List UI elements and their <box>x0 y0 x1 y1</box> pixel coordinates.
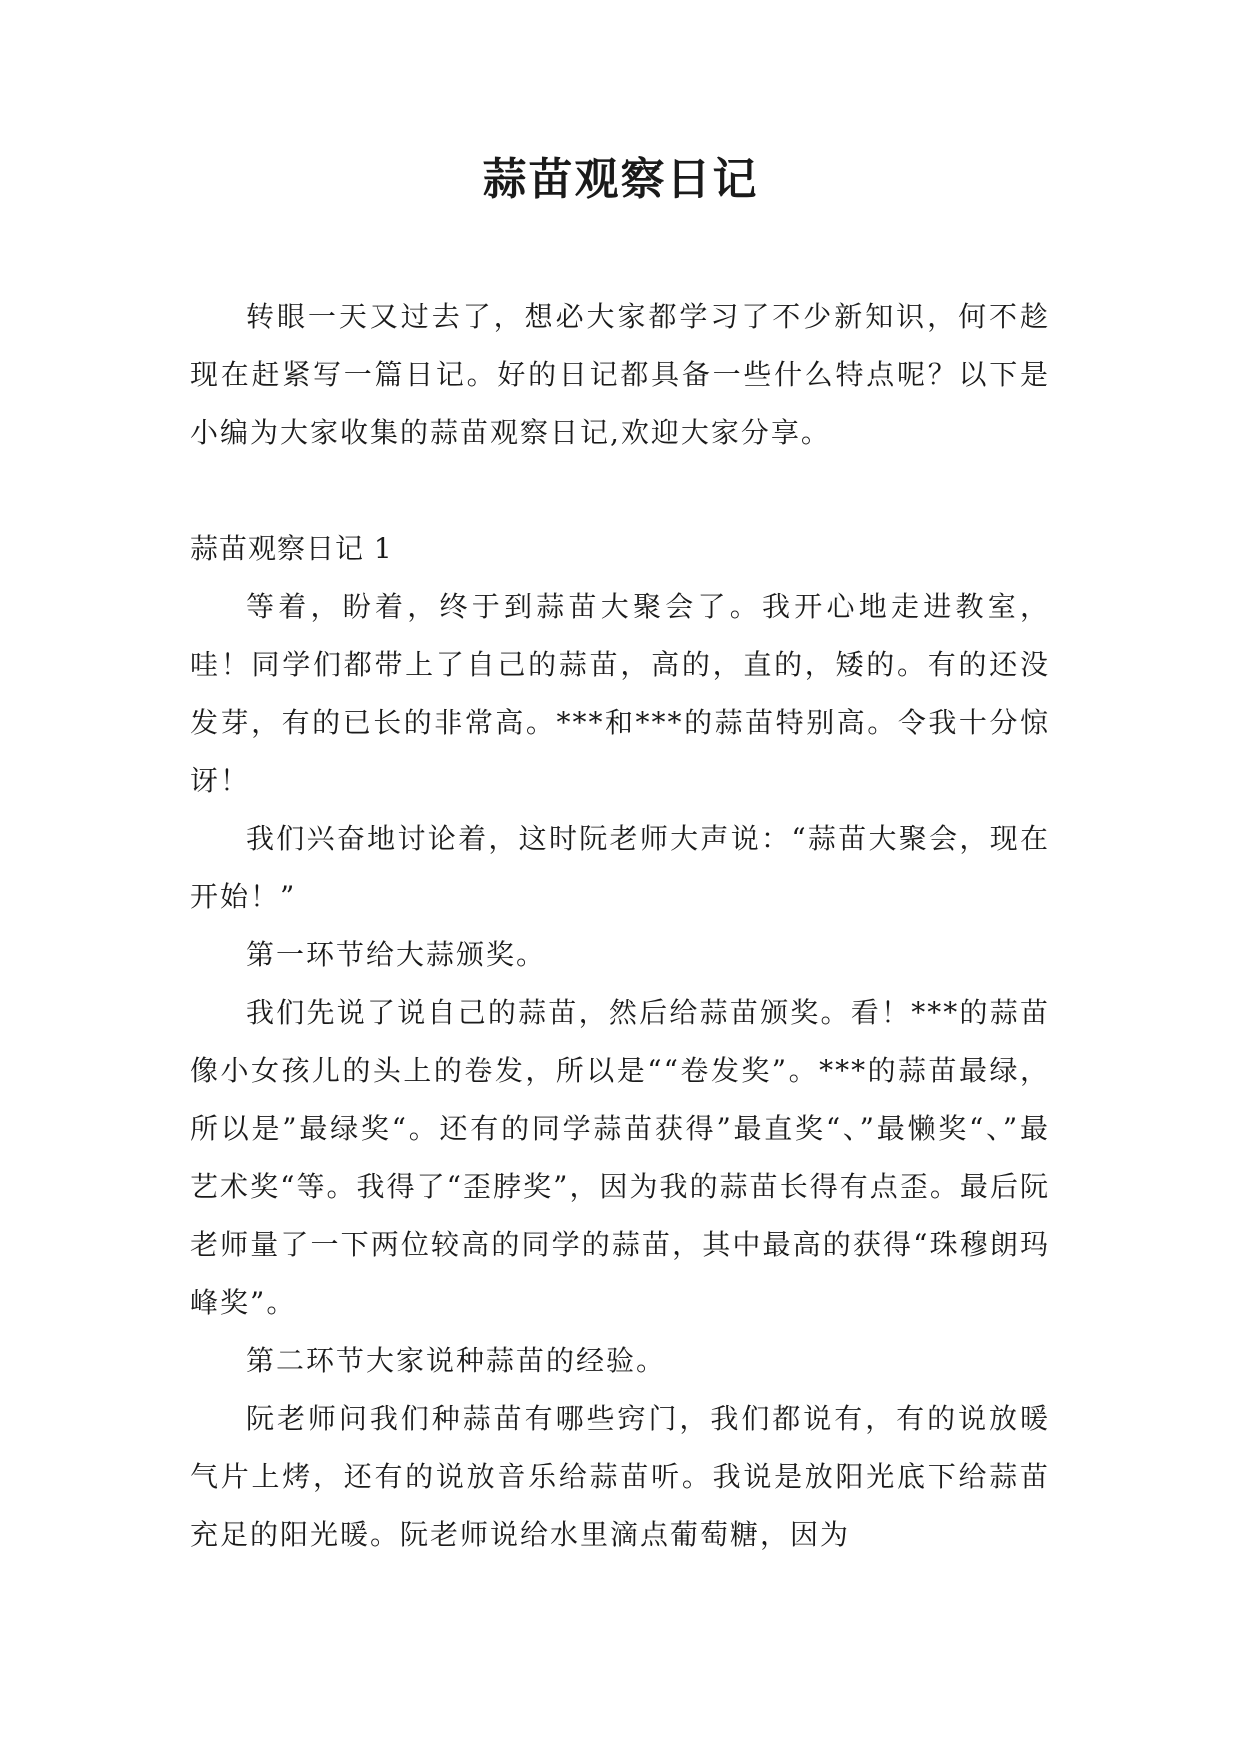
document-title: 蒜苗观察日记 <box>482 154 759 205</box>
body-paragraph: 第一环节给大蒜颁奖。 <box>246 938 547 971</box>
body-paragraph: 我们兴奋地讨论着，这时阮老师大声说：“蒜苗大聚会，现在开始！” <box>190 822 1050 913</box>
document-body <box>190 288 1050 1564</box>
body-paragraph: 第二环节大家说种蒜苗的经验。 <box>246 1344 667 1377</box>
intro-paragraph: 转眼一天又过去了，想必大家都学习了不少新知识，何不趁现在赶紧写一篇日记。好的日记都具备一些什么特点呢？以下是小编为大家收集的蒜苗观察日记,欢迎大家分享。 <box>190 300 1050 449</box>
body-paragraph: 等着，盼着，终于到蒜苗大聚会了。我开心地走进教室，哇！同学们都带上了自己的蒜苗，高的，直的，矮的。有的还没发芽，有的已长的非常高。***和***的蒜苗特别高。令我十分惊讶！ <box>190 590 1050 797</box>
body-paragraph: 阮老师问我们种蒜苗有哪些窍门，我们都说有，有的说放暖气片上烤，还有的说放音乐给蒜苗听。我说是放阳光底下给蒜苗充足的阳光暖。阮老师说给水里滴点葡萄糖，因为 <box>190 1402 1050 1551</box>
body-paragraph: 我们先说了说自己的蒜苗，然后给蒜苗颁奖。看！***的蒜苗像小女孩儿的头上的卷发，所以是““卷发奖”。***的蒜苗最绿，所以是”最绿奖“。还有的同学蒜苗获得”最直奖“、”最懒奖“、”最艺术奖“等。我得了“歪脖奖”，因为我的蒜苗长得有点歪。最后阮老师量了一下两位较高的同学的蒜苗，其中最高的获得“珠穆朗玛峰奖”。 <box>190 996 1050 1319</box>
section-heading: 蒜苗观察日记 1 <box>190 532 393 565</box>
